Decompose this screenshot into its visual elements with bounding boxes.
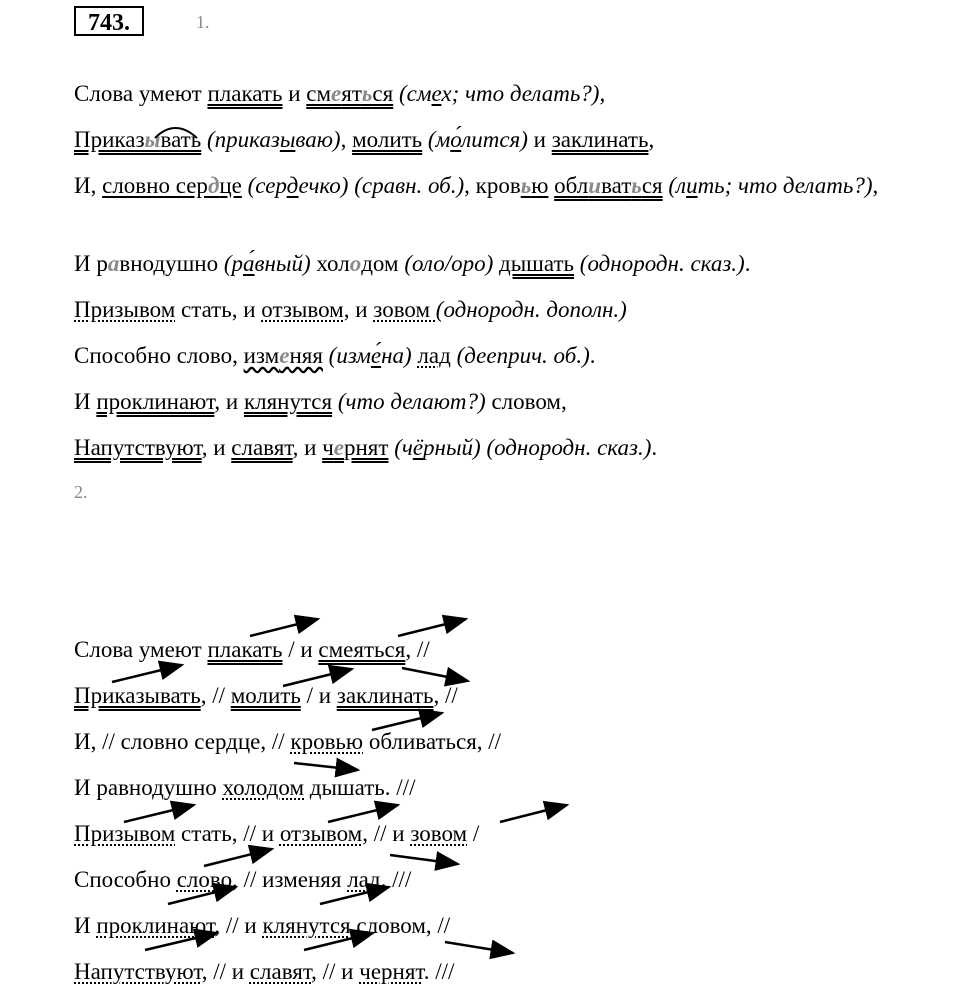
p2-line-1: Слова умеют плакать / и смеяться, // (74, 637, 430, 662)
p1-line-3: И, словно сердце (сердечко) (сравн. об.), кровью обливаться (лить; что делать?), (74, 173, 879, 198)
p2-line-4: И равнодушно холодом дышать. /// (74, 775, 416, 800)
arrow-11 (204, 849, 272, 866)
p2-line-8: Напутствуют, // и славят, // и чернят. /// (74, 959, 455, 984)
p2-line-3: И, // словно сердце, // кровью обливаться, // (74, 729, 502, 754)
arrow-3 (112, 665, 182, 682)
p2-line-2: Приказывать, // молить / и заклинать, // (74, 683, 458, 708)
arrow-10 (500, 805, 567, 822)
p2-line-7: И проклинают, // и клянутся словом, // (74, 913, 451, 938)
p1-line-8: Напутствуют, и славят, и чернят (чёрный) (однородн. сказ.). (74, 435, 658, 460)
arrow-12 (390, 855, 458, 864)
p2-line-5: Призывом стать, // и отзывом, // и зовом / (74, 821, 480, 846)
p2-line-6: Способно слово, // изменяя лад. /// (74, 867, 412, 892)
arrow-2 (398, 619, 466, 636)
arrow-17 (445, 942, 513, 953)
exercise-number: 743. (74, 6, 144, 36)
section-2-label: 2. (74, 482, 88, 502)
arrow-1 (250, 619, 318, 636)
section-1-label: 1. (196, 12, 210, 32)
p1-line-1: Слова умеют плакать и смеяться (смех; что делать?), (74, 81, 606, 106)
p1-line-2: Приказывать (приказываю), молить (мо́лится) и заклинать, (74, 127, 655, 152)
p1-line-6: Способно слово, изменяя (изме́на) лад (дееприч. об.). (74, 343, 596, 368)
p1-line-7: И проклинают, и клянутся (что делают?) словом, (74, 389, 567, 414)
arrow-7 (294, 763, 358, 770)
arrow-5 (402, 668, 468, 681)
p1-line-4: И равнодушно (ра́вный) холодом (оло/оро) дышать (однородн. сказ.). (74, 251, 751, 276)
p1-line-5: Призывом стать, и отзывом, и зовом (однородн. дополн.) (74, 297, 627, 322)
